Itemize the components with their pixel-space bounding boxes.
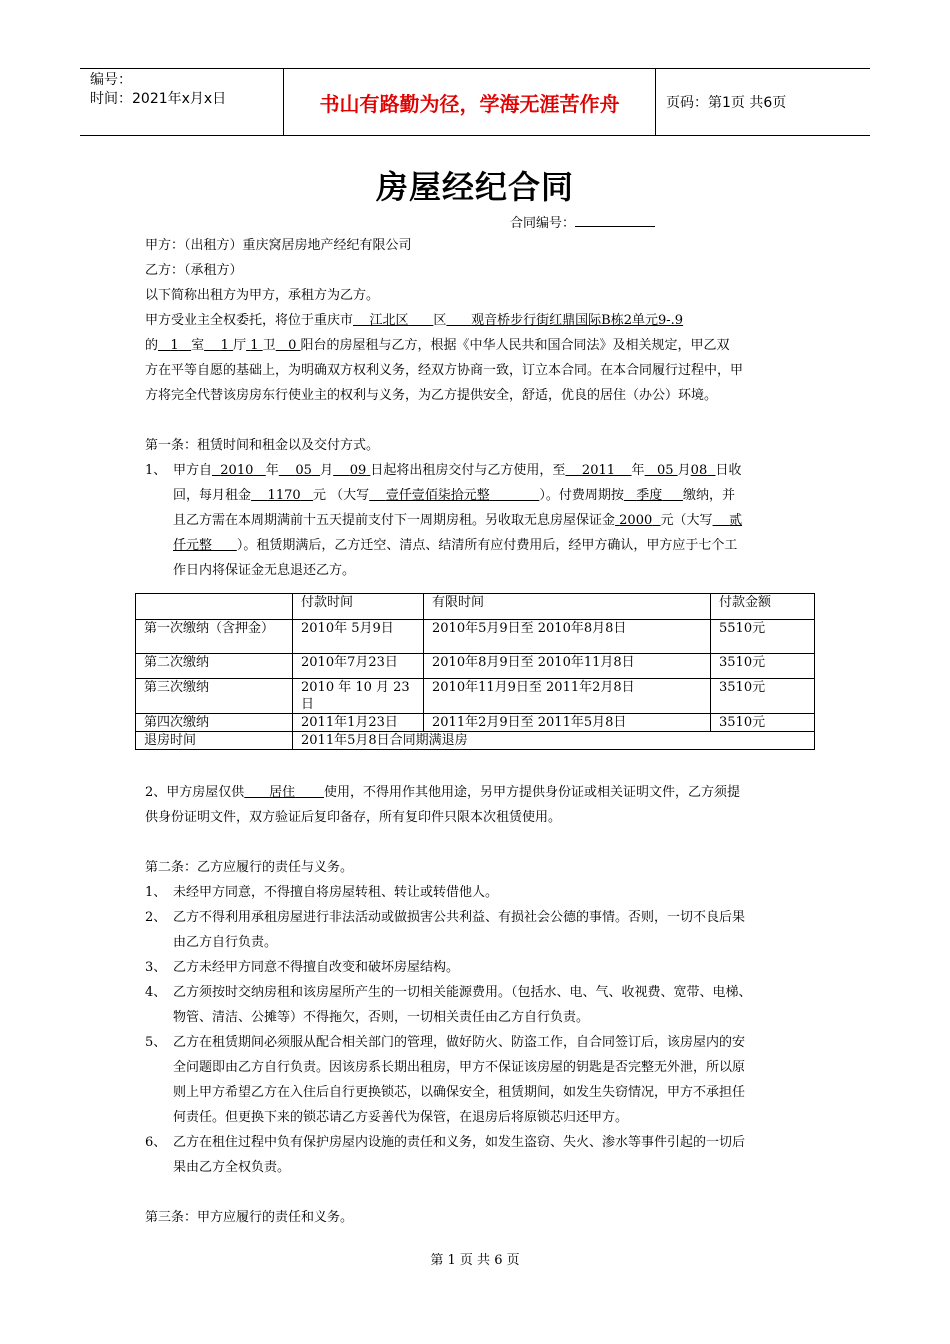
article2-item-line: 乙方不得利用承租房屋进行非法活动或做损害公共利益、有损社会公德的事情。否则，一切不良后果 [173, 910, 746, 925]
intro-line-3: 方在平等自愿的基础上，为明确双方权利义务，经双方协商一致，订立本合同。在本合同履行过程中，甲 [145, 363, 744, 378]
end-day-field: 08 [690, 463, 708, 478]
contract-number-label: 合同编号： [510, 216, 576, 231]
address-field: 观音桥步行街红鼎国际B栋2单元9-.9 [471, 313, 684, 328]
table-cell: 2010年11月9日至 2011年2月8日 [424, 679, 711, 714]
checkout-label-cell: 退房时间 [136, 732, 293, 750]
table-cell: 2010年 5月9日 [293, 620, 424, 654]
article2-item-line: 乙方未经甲方同意不得擅自改变和破坏房屋结构。 [173, 960, 460, 975]
table-header-cell [136, 594, 293, 620]
article2-item-line: 何责任。但更换下来的锁芯请乙方妥善代为保管，在退房后将原锁芯归还甲方。 [173, 1110, 629, 1125]
table-cell: 第三次缴纳 [136, 679, 293, 714]
table-cell: 2010年5月9日至 2010年8月8日 [424, 620, 711, 654]
table-cell: 2011年2月9日至 2011年5月8日 [424, 714, 711, 732]
article1-item1-line4: 仟元整 ）。租赁期满后，乙方迁空、清点、结清所有应付费用后，经甲方确认，甲方应于七个工 [173, 538, 738, 553]
article2-item-number: 1、 [145, 885, 167, 900]
table-cell: 2011年1月23日 [293, 714, 424, 732]
start-year-field: 2010 [220, 463, 254, 478]
halls-field: 1 [220, 338, 229, 353]
table-cell: 第一次缴纳（含押金） [136, 620, 293, 654]
article2-item-line: 乙方须按时交纳房租和该房屋所产生的一切相关能源费用。（包括水、电、气、收视费、宽带、电梯、 [173, 985, 752, 1000]
article2-item-line: 果由乙方全权负责。 [173, 1160, 291, 1175]
table-cell: 2010年8月9日至 2010年11月8日 [424, 654, 711, 679]
article3-heading: 第三条：甲方应履行的责任和义务。 [145, 1210, 354, 1225]
table-cell: 2010年7月23日 [293, 654, 424, 679]
end-year-field: 2011 [581, 463, 616, 478]
party-a: 甲方：（出租方）重庆窝居房地产经纪有限公司 [145, 238, 412, 253]
article2-item-line: 由乙方自行负责。 [173, 935, 278, 950]
article1-item1-number: 1、 [145, 463, 167, 478]
table-row [136, 732, 815, 750]
document-title: 房屋经纪合同 [375, 168, 574, 206]
intro-line-4: 方将完全代替该房房东行使业主的权利与义务，为乙方提供安全，舒适，优良的居住（办公）环境。 [145, 388, 718, 403]
deposit-words-field-2: 仟元整 [173, 538, 213, 553]
table-cell: 3510元 [711, 714, 815, 732]
party-b: 乙方：（承租方） [145, 263, 243, 278]
article2-item-number: 5、 [145, 1035, 167, 1050]
article2-heading: 第二条：乙方应履行的责任与义务。 [145, 860, 354, 875]
clause2-line2: 供身份证明文件，双方验证后复印备存，所有复印件只限本次租赁使用。 [145, 810, 562, 825]
table-header-row [136, 594, 815, 620]
header-page-code: 页码：第1页 共6页 [666, 95, 787, 111]
article2-item-line: 全问题即由乙方自行负责。因该房系长期出租房，甲方不保证该房屋的钥匙是否完整无外泄，所以原 [173, 1060, 746, 1075]
table-cell: 3510元 [711, 654, 815, 679]
abbreviation-note: 以下简称出租方为甲方，承租方为乙方。 [145, 288, 380, 303]
checkout-value-cell: 2011年5月8日合同期满退房 [293, 732, 815, 750]
article1-item1-line5: 作日内将保证金无息退还乙方。 [173, 563, 356, 578]
table-row [136, 620, 815, 654]
article1-item1-line1: 甲方自 2010 年 05 月 09 日起将出租房交付与乙方使用，至 2011 年 05 月08 日收 [173, 463, 742, 478]
article2-item-line: 乙方在租住过程中负有保护房屋内设施的责任和义务，如发生盗窃、失火、渗水等事件引起的一切后 [173, 1135, 746, 1150]
article2-item-line: 物管、清洁、公摊等）不得拖欠，否则，一切相关责任由乙方自行负责。 [173, 1010, 590, 1025]
number-label: 编号： [90, 72, 132, 88]
article2-item-line: 未经甲方同意，不得擅自将房屋转租、转让或转借他人。 [173, 885, 499, 900]
table-cell: 第四次缴纳 [136, 714, 293, 732]
article1-item1-line2: 回，每月租金 1170 元 （大写 壹仟壹佰柒拾元整 ）。付费周期按 季度 缴纳，并 [173, 488, 735, 503]
table-header-cell: 有限时间 [424, 594, 711, 620]
table-header-cell: 付款时间 [293, 594, 424, 620]
article1-heading: 第一条：租赁时间和租金以及交付方式。 [145, 438, 380, 453]
table-row [136, 679, 815, 714]
article2-item-number: 2、 [145, 910, 167, 925]
district-field: 江北区 [369, 313, 409, 328]
contract-number [510, 212, 655, 234]
payment-table [135, 593, 815, 750]
article1-item1-line3: 且乙方需在本周期满前十五天提前支付下一周期房租。另收取无息房屋保证金 2000 元（大写 贰 [173, 513, 743, 528]
article2-item-line: 乙方在租赁期间必须服从配合相关部门的管理，做好防火、防盗工作，自合同签订后，该房屋内的安 [173, 1035, 746, 1050]
article2-item-number: 6、 [145, 1135, 167, 1150]
rooms-field: 1 [170, 338, 179, 353]
rent-words-field: 壹仟壹佰柒拾元整 [385, 488, 490, 503]
start-day-field: 09 [349, 463, 367, 478]
table-cell: 5510元 [711, 620, 815, 654]
header-left [80, 69, 283, 135]
document-header [80, 68, 870, 136]
intro-line-2: 的 1 室 1 厅 1 卫 0 阳台的房屋租与乙方，根据《中华人民共和国合同法》及相关规定，甲乙双 [145, 338, 730, 353]
start-month-field: 05 [295, 463, 312, 478]
intro-line-1: 甲方受业主全权委托，将位于重庆市 江北区 区 观音桥步行街红鼎国际B栋2单元9-.9 [145, 313, 684, 328]
period-field: 季度 [636, 488, 663, 503]
page-footer: 第 1 页 共 6 页 [430, 1253, 520, 1268]
table-header-cell: 付款金额 [711, 594, 815, 620]
use-field: 居住 [269, 785, 296, 800]
clause2-line1: 2、甲方房屋仅供 居住 使用，不得用作其他用途，另甲方提供身份证或相关证明文件，乙方须提 [145, 785, 741, 800]
article2-item-line: 则上甲方希望乙方在入住后自行更换锁芯，以确保安全，租赁期间，如发生失窃情况，甲方不承担任 [173, 1085, 746, 1100]
balconies-field: 0 [288, 338, 297, 353]
rent-field: 1170 [267, 488, 301, 503]
contract-number-blank [575, 212, 655, 227]
table-cell: 2010 年 10 月 23日 [293, 679, 424, 714]
table-row [136, 714, 815, 732]
header-motto: 书山有路勤为径，学海无涯苦作舟 [283, 69, 656, 135]
baths-field: 1 [250, 338, 259, 353]
article2-item-number: 4、 [145, 985, 167, 1000]
table-row [136, 654, 815, 679]
time-label: 时间：2021年x月x日 [90, 91, 227, 107]
table-cell: 第二次缴纳 [136, 654, 293, 679]
table-cell: 3510元 [711, 679, 815, 714]
deposit-field: 2000 [619, 513, 653, 528]
deposit-words-field-1: 贰 [729, 513, 743, 528]
end-month-field: 05 [656, 463, 674, 478]
article2-item-number: 3、 [145, 960, 167, 975]
